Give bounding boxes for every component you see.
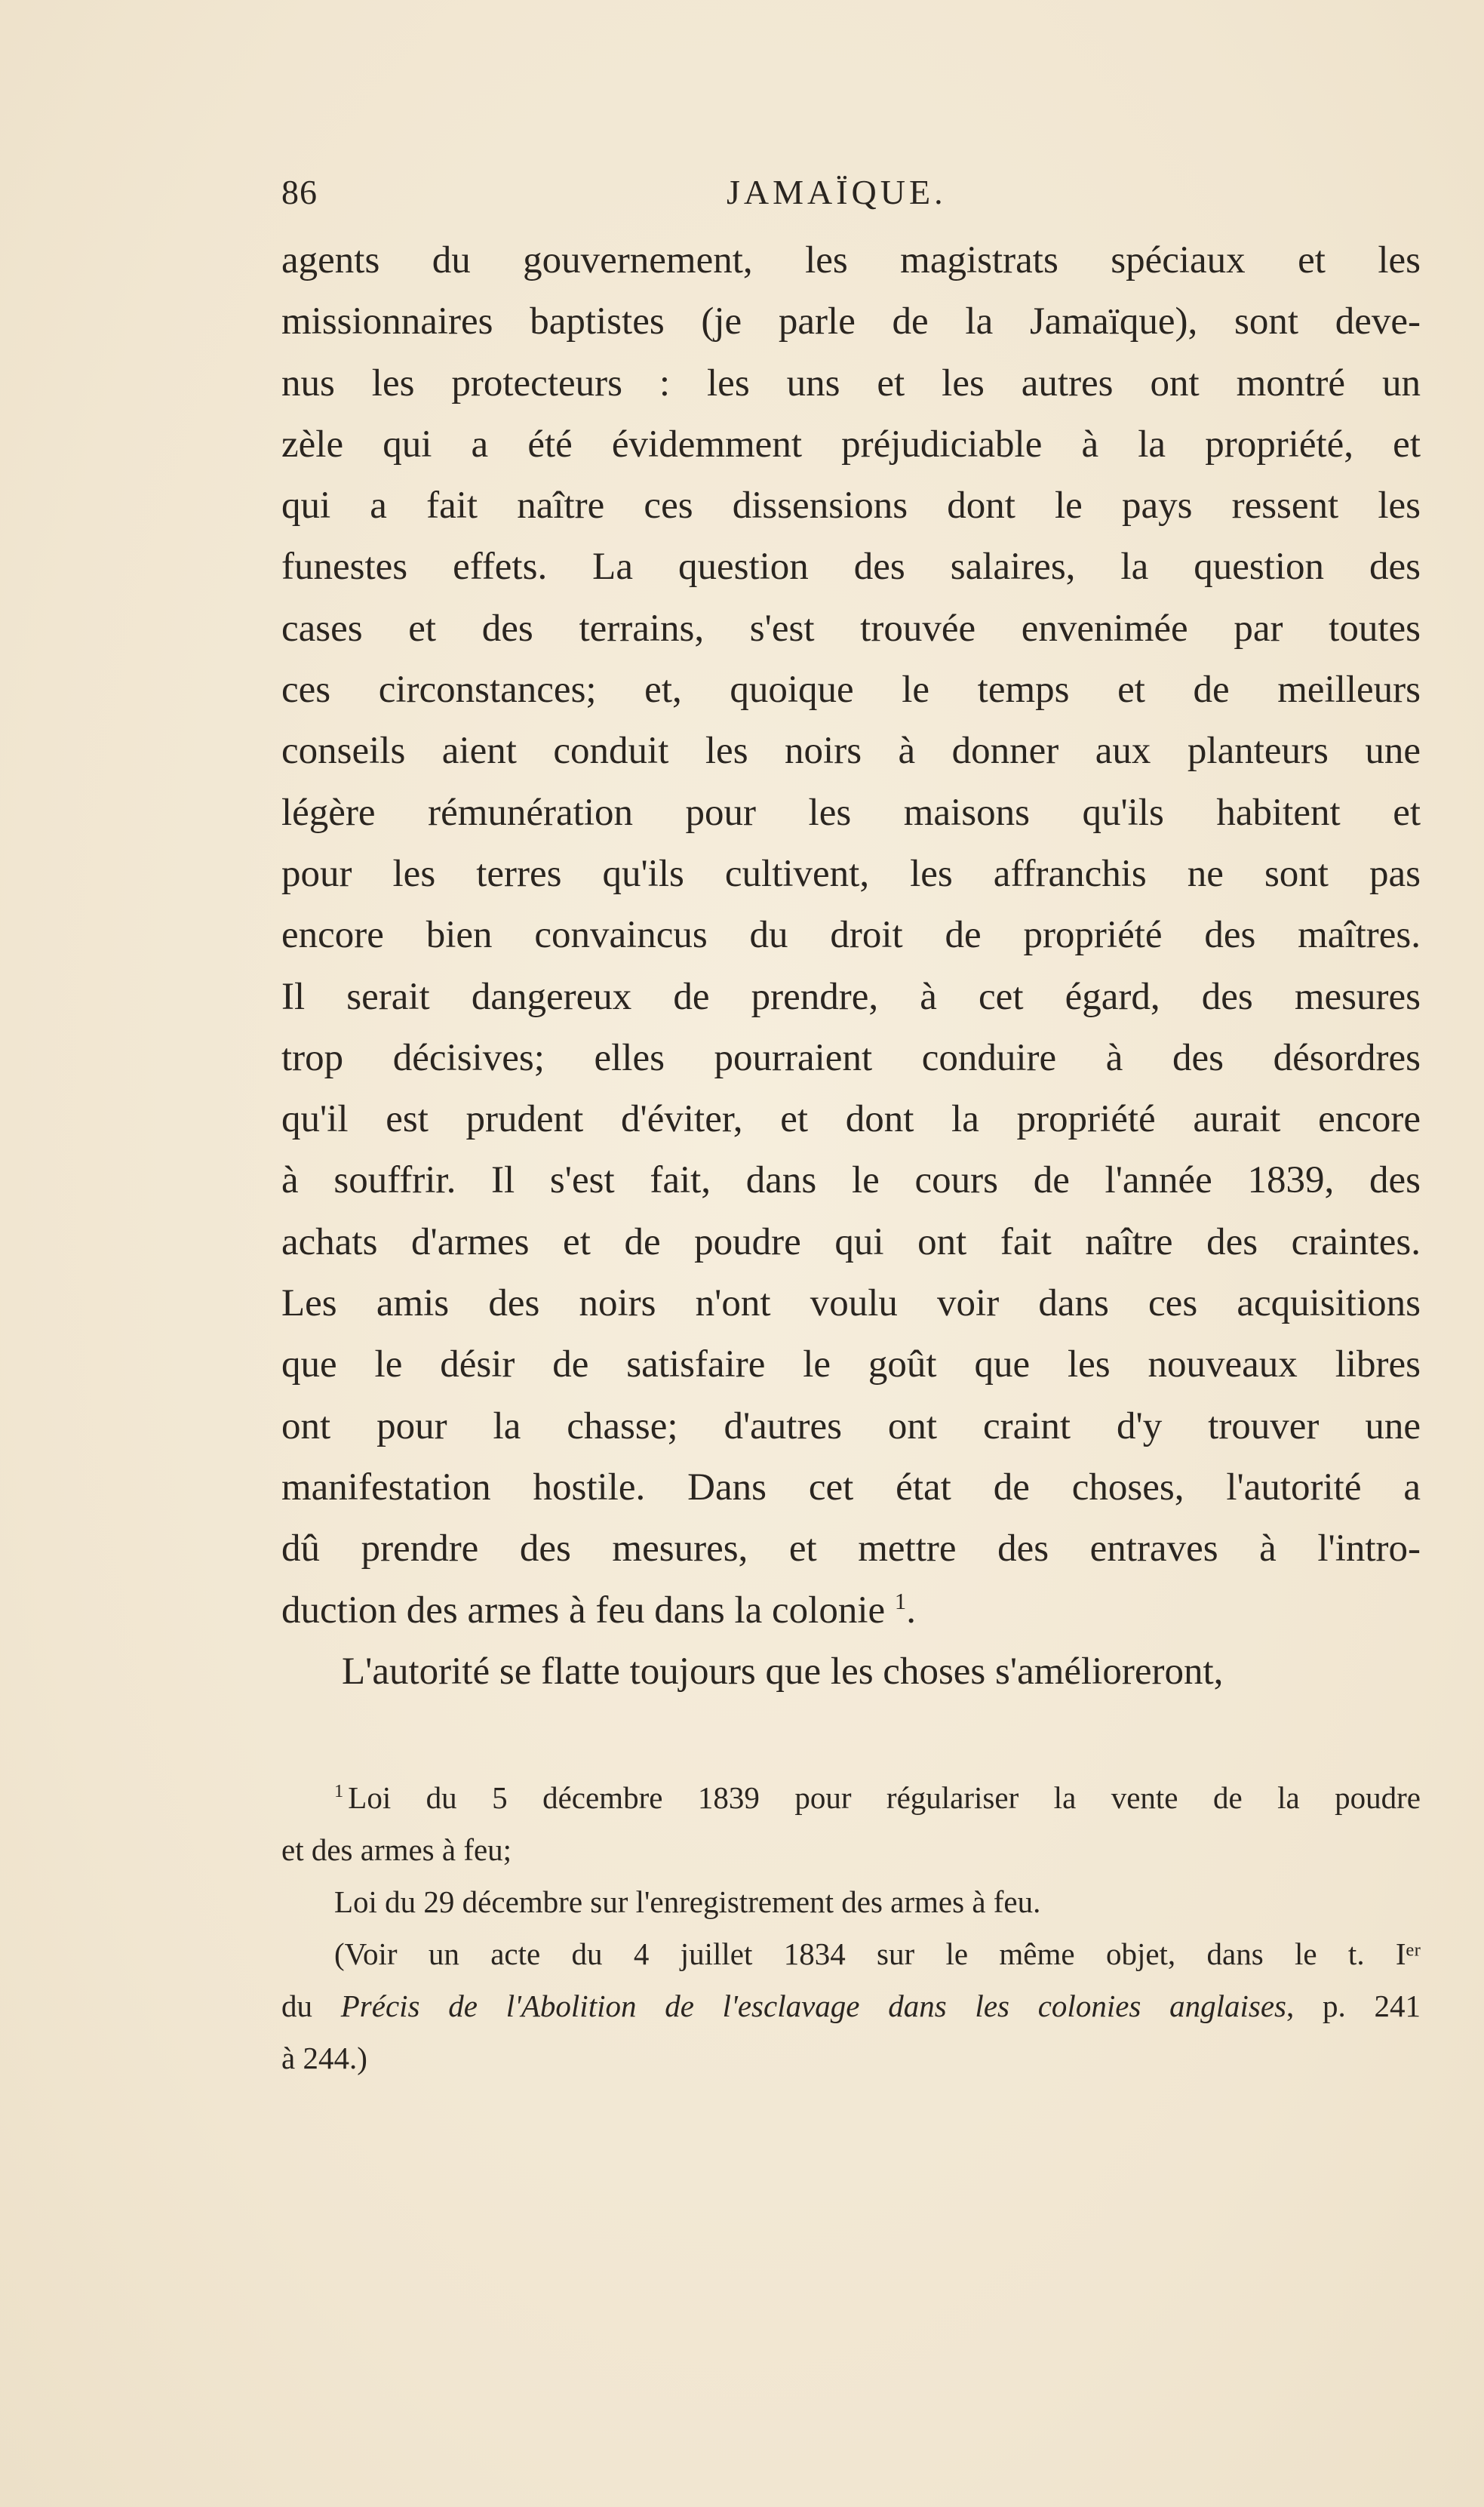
- text-line: manifestation hostile. Dans cet état de choses, l'autorité a: [281, 1466, 1421, 1509]
- text-line: ces circonstances; et, quoique le temps et de meilleurs: [281, 669, 1421, 712]
- text-line: qui a fait naître ces dissensions dont le pays ressent les: [281, 484, 1421, 528]
- footnote-line: (Voir un acte du 4 juillet 1834 sur le même objet, dans le t. Iᵉʳ: [334, 1936, 1421, 1971]
- footnote-text: du: [281, 1989, 341, 2023]
- footnote-line: [281, 1772, 1421, 1824]
- text-line: agents du gouvernement, les magistrats spéciaux et les: [281, 239, 1421, 281]
- text-line: trop décisives; elles pourraient conduire à des désordres: [281, 1036, 1421, 1079]
- footnote-line: [281, 1980, 1421, 2032]
- paragraph-start-line: L'autorité se flatte toujours que les choses s'amélioreront,: [342, 1650, 1224, 1693]
- footnote-text: Loi du 5 décembre 1839 pour régulariser la vente de la poudre: [348, 1780, 1421, 1815]
- footnote-line: Loi du 29 décembre sur l'enregistrement des armes à feu.: [334, 1884, 1041, 1919]
- footnote-reference[interactable]: 1: [894, 1588, 907, 1614]
- text-line: funestes effets. La question des salaires, la question des: [281, 546, 1421, 589]
- text-line: à souffrir. Il s'est fait, dans le cours de l'année 1839, des: [281, 1159, 1421, 1202]
- text-line-content: duction des armes à feu dans la colonie: [281, 1589, 886, 1632]
- footnote-line: et des armes à feu;: [281, 1832, 512, 1867]
- body-text: [281, 230, 1421, 1703]
- text-line: ont pour la chasse; d'autres ont craint d'y trouver une: [281, 1404, 1421, 1447]
- page-header: [281, 172, 1421, 225]
- text-line: cases et des terrains, s'est trouvée envenimée par toutes: [281, 607, 1421, 650]
- text-line: zèle qui a été évidemment préjudiciable à la propriété, et: [281, 423, 1421, 466]
- footnote-line: à 244.): [281, 2041, 367, 2075]
- text-line: achats d'armes et de poudre qui ont fait naître des craintes.: [281, 1220, 1421, 1263]
- text-line: légère rémunération pour les maisons qu'ils habitent et: [281, 791, 1421, 834]
- footnotes: [281, 1772, 1421, 2084]
- text-line: que le désir de satisfaire le goût que les nouveaux libres: [281, 1343, 1421, 1386]
- footnote-mark: 1: [334, 1781, 344, 1802]
- text-line: qu'il est prudent d'éviter, et dont la propriété aurait encore: [281, 1098, 1421, 1141]
- page-number: 86: [281, 173, 318, 211]
- text-line: encore bien convaincus du droit de propriété des maîtres.: [281, 914, 1421, 957]
- footnote-text: , p. 241: [1286, 1989, 1421, 2023]
- text-line: missionnaires baptistes (je parle de la Jamaïque), sont deve-: [281, 300, 1421, 343]
- footnote-citation-title: Précis de l'Abolition de l'esclavage dans les colonies anglaises: [340, 1989, 1287, 2023]
- text-line-with-footnote-ref: [281, 1580, 1421, 1641]
- text-line-end: .: [906, 1589, 916, 1632]
- text-line: pour les terres qu'ils cultivent, les affranchis ne sont pas: [281, 852, 1421, 895]
- text-line: Il serait dangereux de prendre, à cet égard, des mesures: [281, 975, 1421, 1018]
- running-head: JAMAÏQUE.: [727, 173, 947, 211]
- text-line: Les amis des noirs n'ont voulu voir dans ces acquisitions: [281, 1282, 1421, 1325]
- text-line: conseils aient conduit les noirs à donner aux planteurs une: [281, 730, 1421, 773]
- book-page: [281, 151, 1421, 2453]
- text-line: nus les protecteurs : les uns et les autres ont montré un: [281, 361, 1421, 405]
- text-line: dû prendre des mesures, et mettre des entraves à l'intro-: [281, 1527, 1421, 1570]
